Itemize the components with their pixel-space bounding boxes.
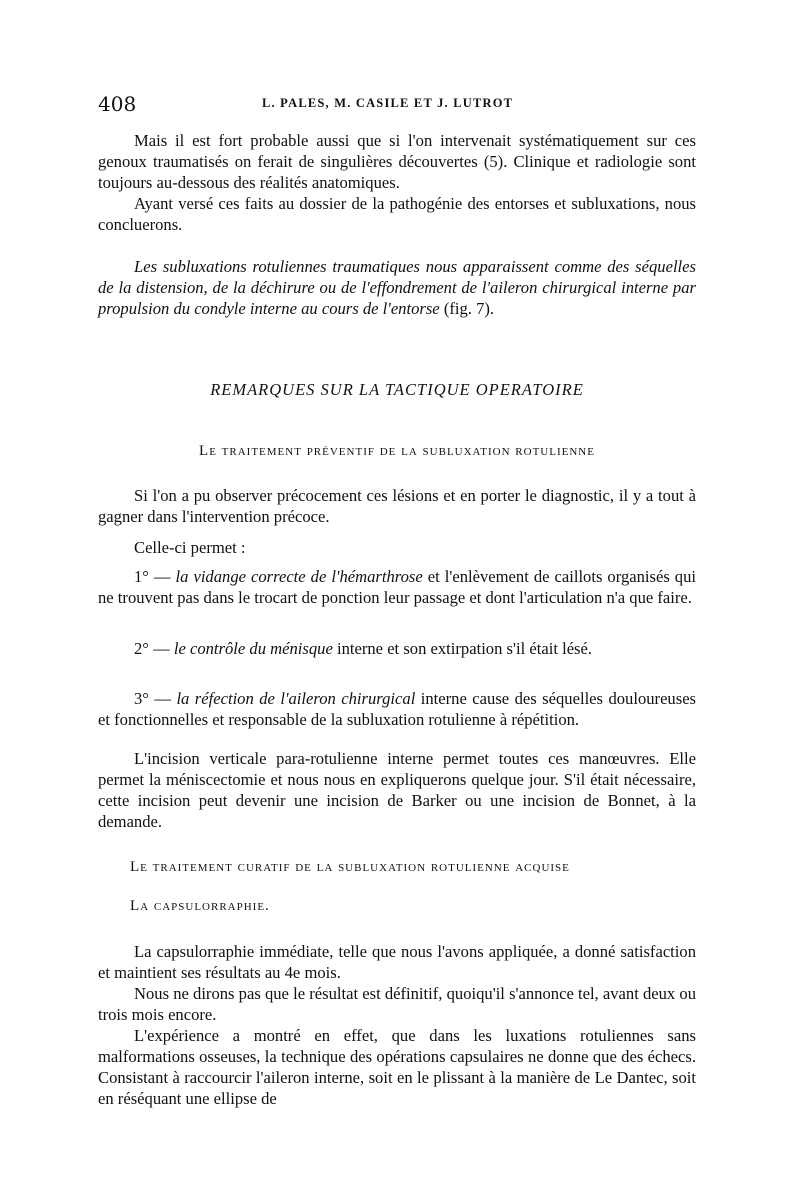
page-number: 408 <box>98 92 137 116</box>
paragraph-capsulorraphy <box>98 941 696 1109</box>
section-title: REMARQUES SUR LA TACTIQUE OPERATOIRE <box>210 380 584 399</box>
paragraph-incision <box>98 748 696 832</box>
list-number: 1° — <box>134 567 176 586</box>
paragraph: La capsulorraphie immédiate, telle que nous l'avons appliquée, a donné satisfaction et maintient ses résultats au 4e mois. <box>98 942 696 982</box>
paragraph-diagnosis <box>98 485 696 527</box>
list-number: 3° — <box>134 689 177 708</box>
subheading-preventive: Le traitement préventif de la subluxation rotulienne <box>199 443 595 459</box>
list-number: 2° — <box>134 639 174 658</box>
list-item-3 <box>98 688 696 730</box>
paragraph-conclusion <box>98 256 696 319</box>
italic-conclusion: Les subluxations rotuliennes traumatiques nous apparaissent comme des séquelles de la distension, de la déchirure ou de l'effondrement de l'aileron chirurgical interne par propulsion du condyle interne au cours de l'entorse <box>98 257 696 318</box>
page-header <box>98 92 698 116</box>
running-head: L. PALES, M. CASILE ET J. LUTROT <box>262 96 514 110</box>
paragraph-permits <box>98 537 696 558</box>
paragraph: Nous ne dirons pas que le résultat est définitif, quoiqu'il s'annonce tel, avant deux ou trois mois encore. <box>98 984 696 1024</box>
subheading-curative: Le traitement curatif de la subluxation rotulienne acquise <box>130 859 570 875</box>
paragraph-intro <box>98 130 696 235</box>
list-italic: le contrôle du ménisque <box>173 639 333 658</box>
paragraph: Ayant versé ces faits au dossier de la pathogénie des entorses et subluxations, nous concluerons. <box>98 194 696 234</box>
list-italic: la réfection de l'aileron chirurgical <box>176 689 416 708</box>
paragraph: L'expérience a montré en effet, que dans les luxations rotuliennes sans malformations osseuses, la technique des opérations capsulaires ne donne que des échecs. Consistant à raccourcir l'aileron interne, soit en le plissant à la manière de Le Dantec, soit en réséquant une ellipse de <box>98 1026 696 1108</box>
figure-reference: (fig. 7). <box>439 299 495 318</box>
list-text: et l'enlèvement de caillots organisés qui ne trouvent pas dans le trocart de ponction leur passage et dont l'articulation n'a que faire. <box>98 567 697 607</box>
paragraph: Si l'on a pu observer précocement ces lésions et en porter le diagnostic, il y a tout à gagner dans l'intervention précoce. <box>98 486 696 526</box>
subheading-capsulorraphy: La capsulorraphie. <box>130 898 270 914</box>
paragraph: L'incision verticale para-rotulienne interne permet toutes ces manœuvres. Elle permet la méniscectomie et nous nous en expliquerons quelque jour. S'il était nécessaire, cette incision peut devenir une incision de Barker ou une incision de Bonnet, à la demande. <box>98 749 696 831</box>
list-item-2 <box>98 638 696 659</box>
list-text: interne et son extirpation s'il était lésé. <box>332 639 593 658</box>
list-text: interne cause des séquelles douloureuses et fonctionnelles et responsable de la subluxation rotulienne à répétition. <box>98 689 697 729</box>
paragraph: Celle-ci permet : <box>134 538 246 557</box>
list-item-1 <box>98 566 696 608</box>
list-italic: la vidange correcte de l'hémarthrose <box>175 567 423 586</box>
paragraph: Mais il est fort probable aussi que si l'on intervenait systématiquement sur ces genoux traumatisés on ferait de singulières découvertes (5). Clinique et radiologie sont toujours au-dessous des réalités anatomiques. <box>98 131 696 192</box>
